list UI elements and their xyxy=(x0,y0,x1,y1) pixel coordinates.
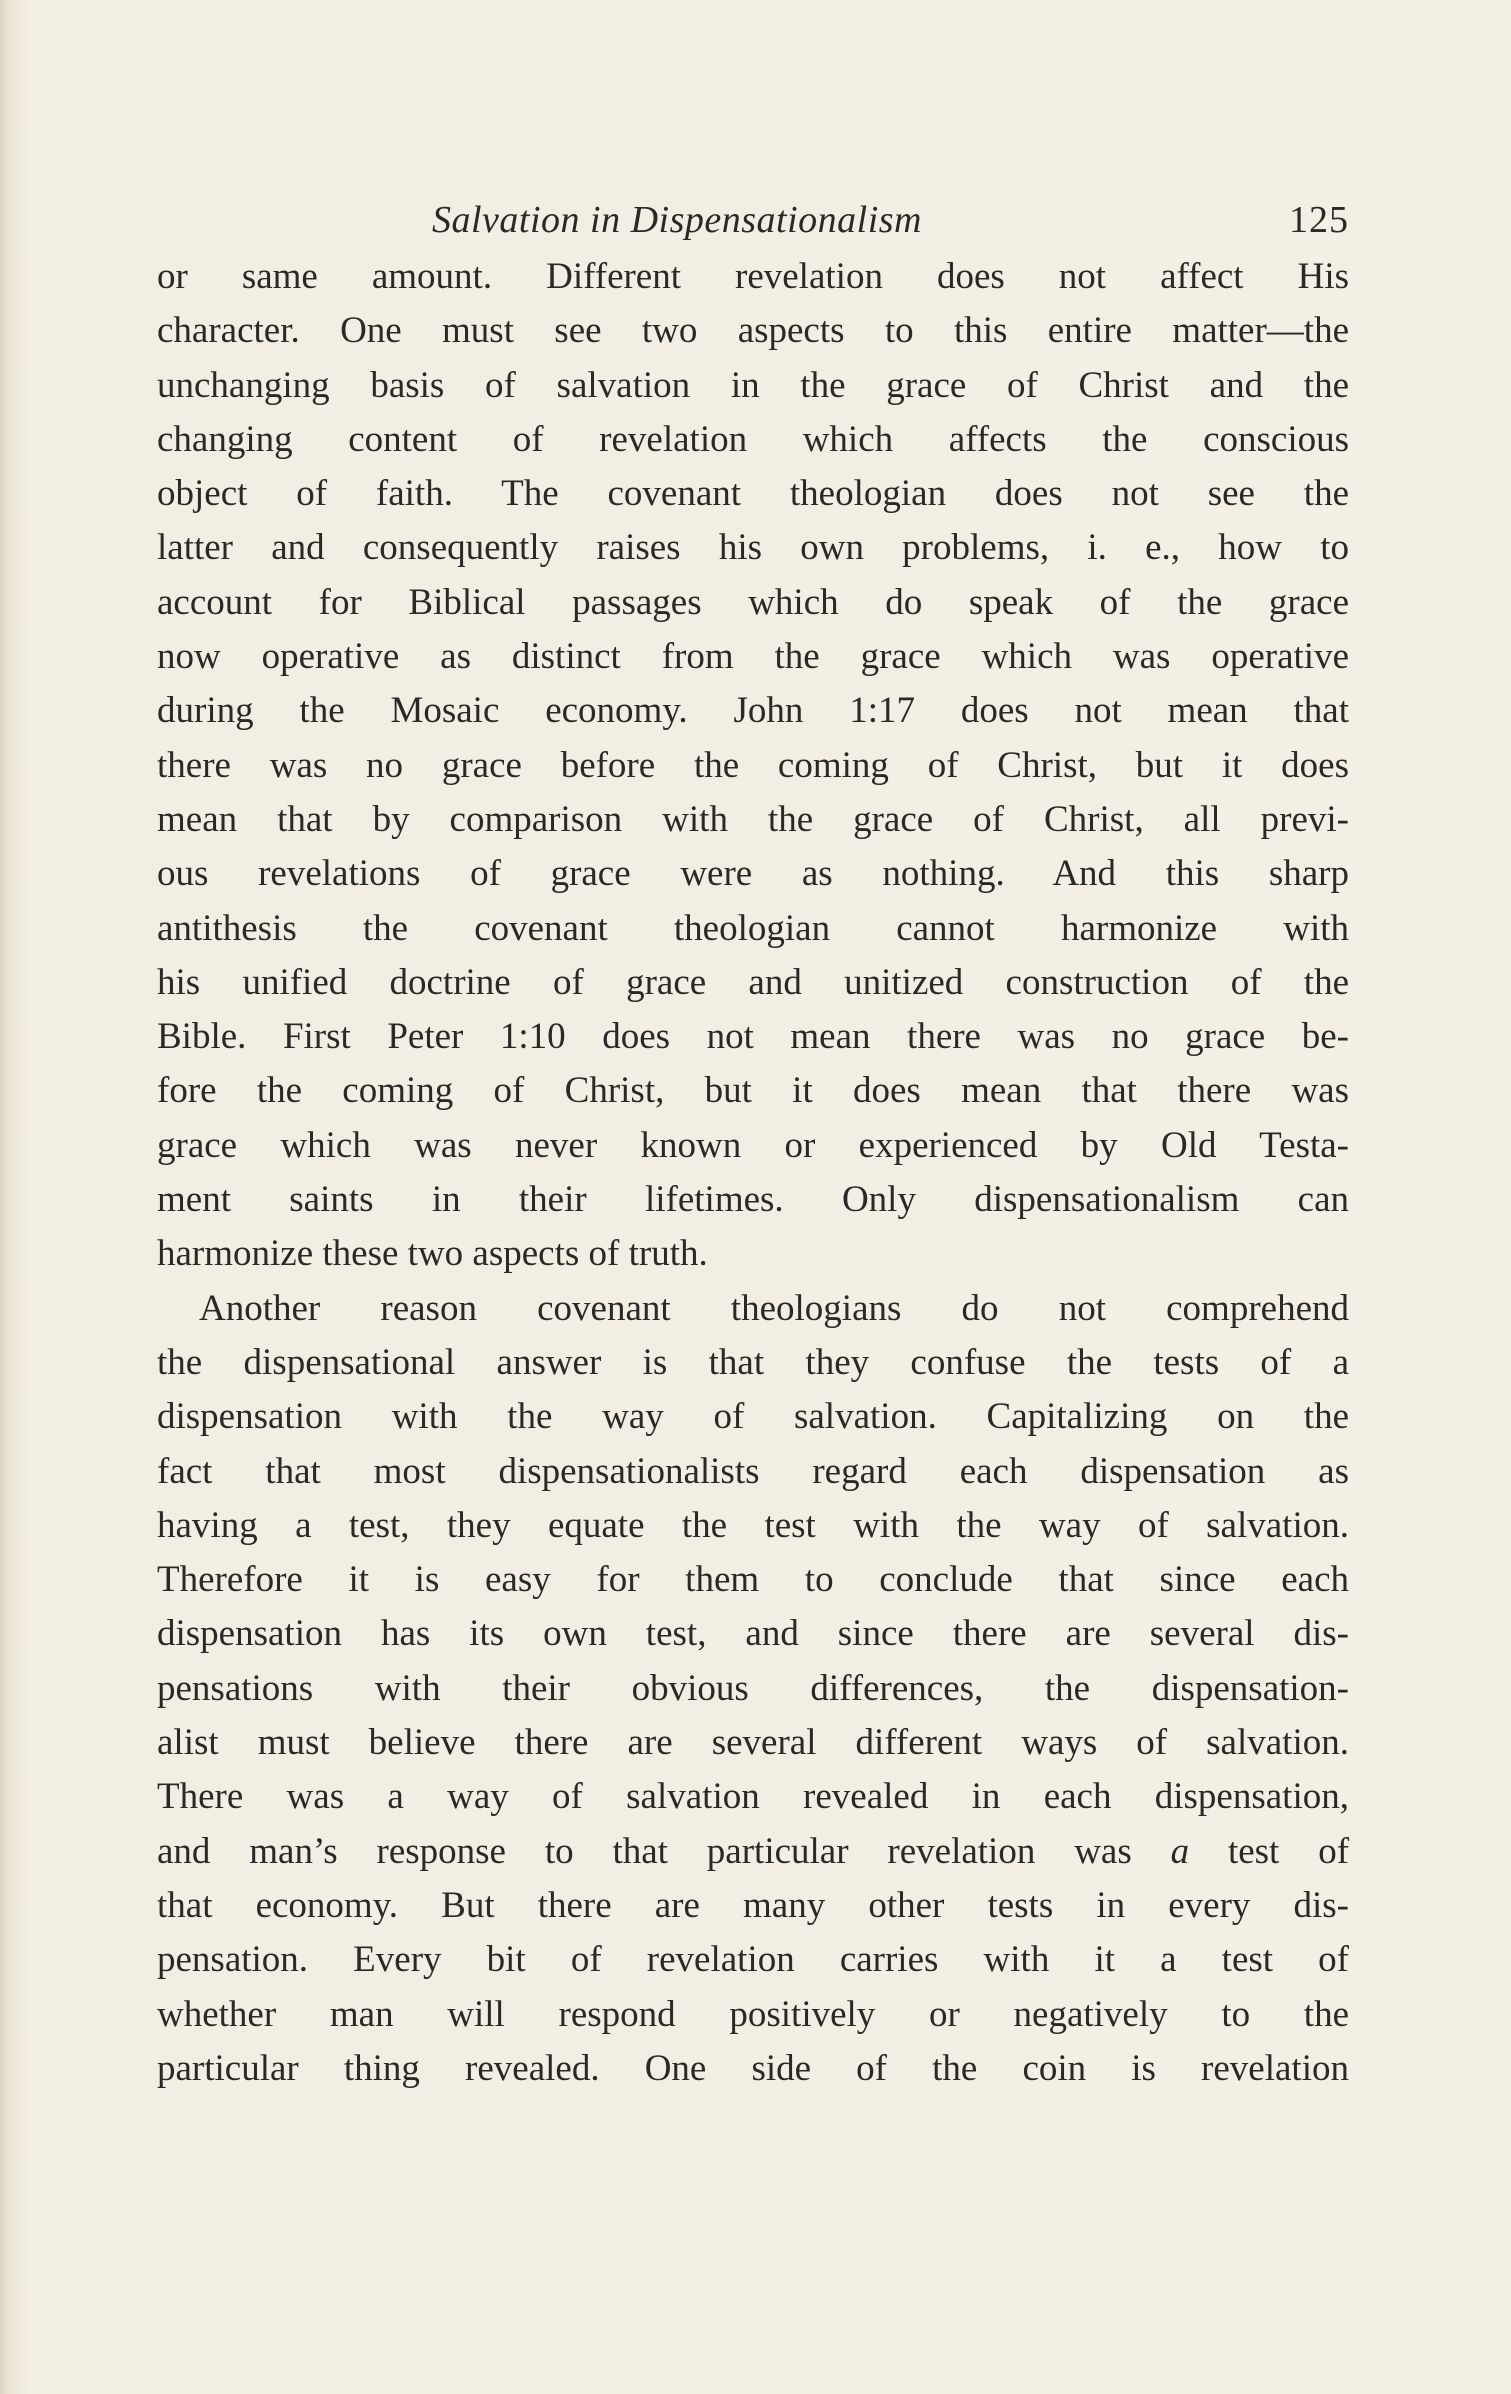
italic-word: a xyxy=(1170,1830,1190,1872)
page-number: 125 xyxy=(1289,199,1349,241)
text-line: or same amount. Different revelation does not affect His xyxy=(157,256,1349,297)
text-line: Another reason covenant theologians do not comprehend xyxy=(199,1287,1349,1329)
text-line: fact that most dispensationalists regard each dispensation as xyxy=(157,1450,1349,1492)
text-line: that economy. But there are many other tests in every dis- xyxy=(157,1884,1349,1926)
text-segment: test of xyxy=(1227,1830,1350,1872)
running-head-title: Salvation in Dispensationalism xyxy=(432,199,922,241)
text-line: harmonize these two aspects of truth. xyxy=(157,1233,708,1275)
text-line: his unified doctrine of grace and unitized construction of the xyxy=(157,961,1349,1003)
text-line: the dispensational answer is that they confuse the tests of a xyxy=(157,1341,1349,1383)
text-line: now operative as distinct from the grace which was operative xyxy=(157,636,1349,678)
text-line: grace which was never known or experienced by Old Testa- xyxy=(157,1124,1349,1166)
text-line-with-italic xyxy=(157,1825,1349,1879)
text-segment: and man’s response to that particular revelation was xyxy=(157,1830,1132,1872)
text-line: object of faith. The covenant theologian does not see the xyxy=(157,473,1349,515)
text-line: mean that by comparison with the grace of Christ, all previ- xyxy=(157,798,1349,840)
text-line: Therefore it is easy for them to conclude that since each xyxy=(157,1559,1349,1601)
text-line: particular thing revealed. One side of the coin is revelation xyxy=(157,2047,1349,2089)
text-line: alist must believe there are several different ways of salvation. xyxy=(157,1722,1349,1764)
paragraph xyxy=(157,250,1349,1282)
page-text-block xyxy=(157,190,1349,2096)
text-line: whether man will respond positively or negatively to the xyxy=(157,1993,1349,2035)
text-line: fore the coming of Christ, but it does mean that there was xyxy=(157,1070,1349,1112)
text-line: character. One must see two aspects to this entire matter—the xyxy=(157,310,1349,352)
text-line: dispensation with the way of salvation. Capitalizing on the xyxy=(157,1396,1349,1438)
text-line: during the Mosaic economy. John 1:17 does not mean that xyxy=(157,690,1349,732)
text-line: latter and consequently raises his own problems, i. e., how to xyxy=(157,527,1349,569)
running-head xyxy=(157,190,1349,250)
text-line: There was a way of salvation revealed in each dispensation, xyxy=(157,1776,1349,1818)
text-line: unchanging basis of salvation in the grace of Christ and the xyxy=(157,364,1349,406)
text-line: dispensation has its own test, and since there are several dis- xyxy=(157,1613,1349,1655)
text-line: ous revelations of grace were as nothing. And this sharp xyxy=(157,853,1349,895)
text-line: account for Biblical passages which do speak of the grace xyxy=(157,581,1349,623)
text-line: ment saints in their lifetimes. Only dispensationalism can xyxy=(157,1179,1349,1221)
text-line: pensations with their obvious differences, the dispensation- xyxy=(157,1667,1349,1709)
text-line: pensation. Every bit of revelation carries with it a test of xyxy=(157,1939,1349,1981)
text-line: there was no grace before the coming of Christ, but it does xyxy=(157,744,1349,786)
paragraph xyxy=(157,1282,1349,2096)
text-line: having a test, they equate the test with the way of salvation. xyxy=(157,1504,1349,1546)
text-line: changing content of revelation which affects the conscious xyxy=(157,418,1349,460)
text-line: antithesis the covenant theologian cannot harmonize with xyxy=(157,907,1349,949)
text-line: Bible. First Peter 1:10 does not mean there was no grace be- xyxy=(157,1016,1349,1058)
